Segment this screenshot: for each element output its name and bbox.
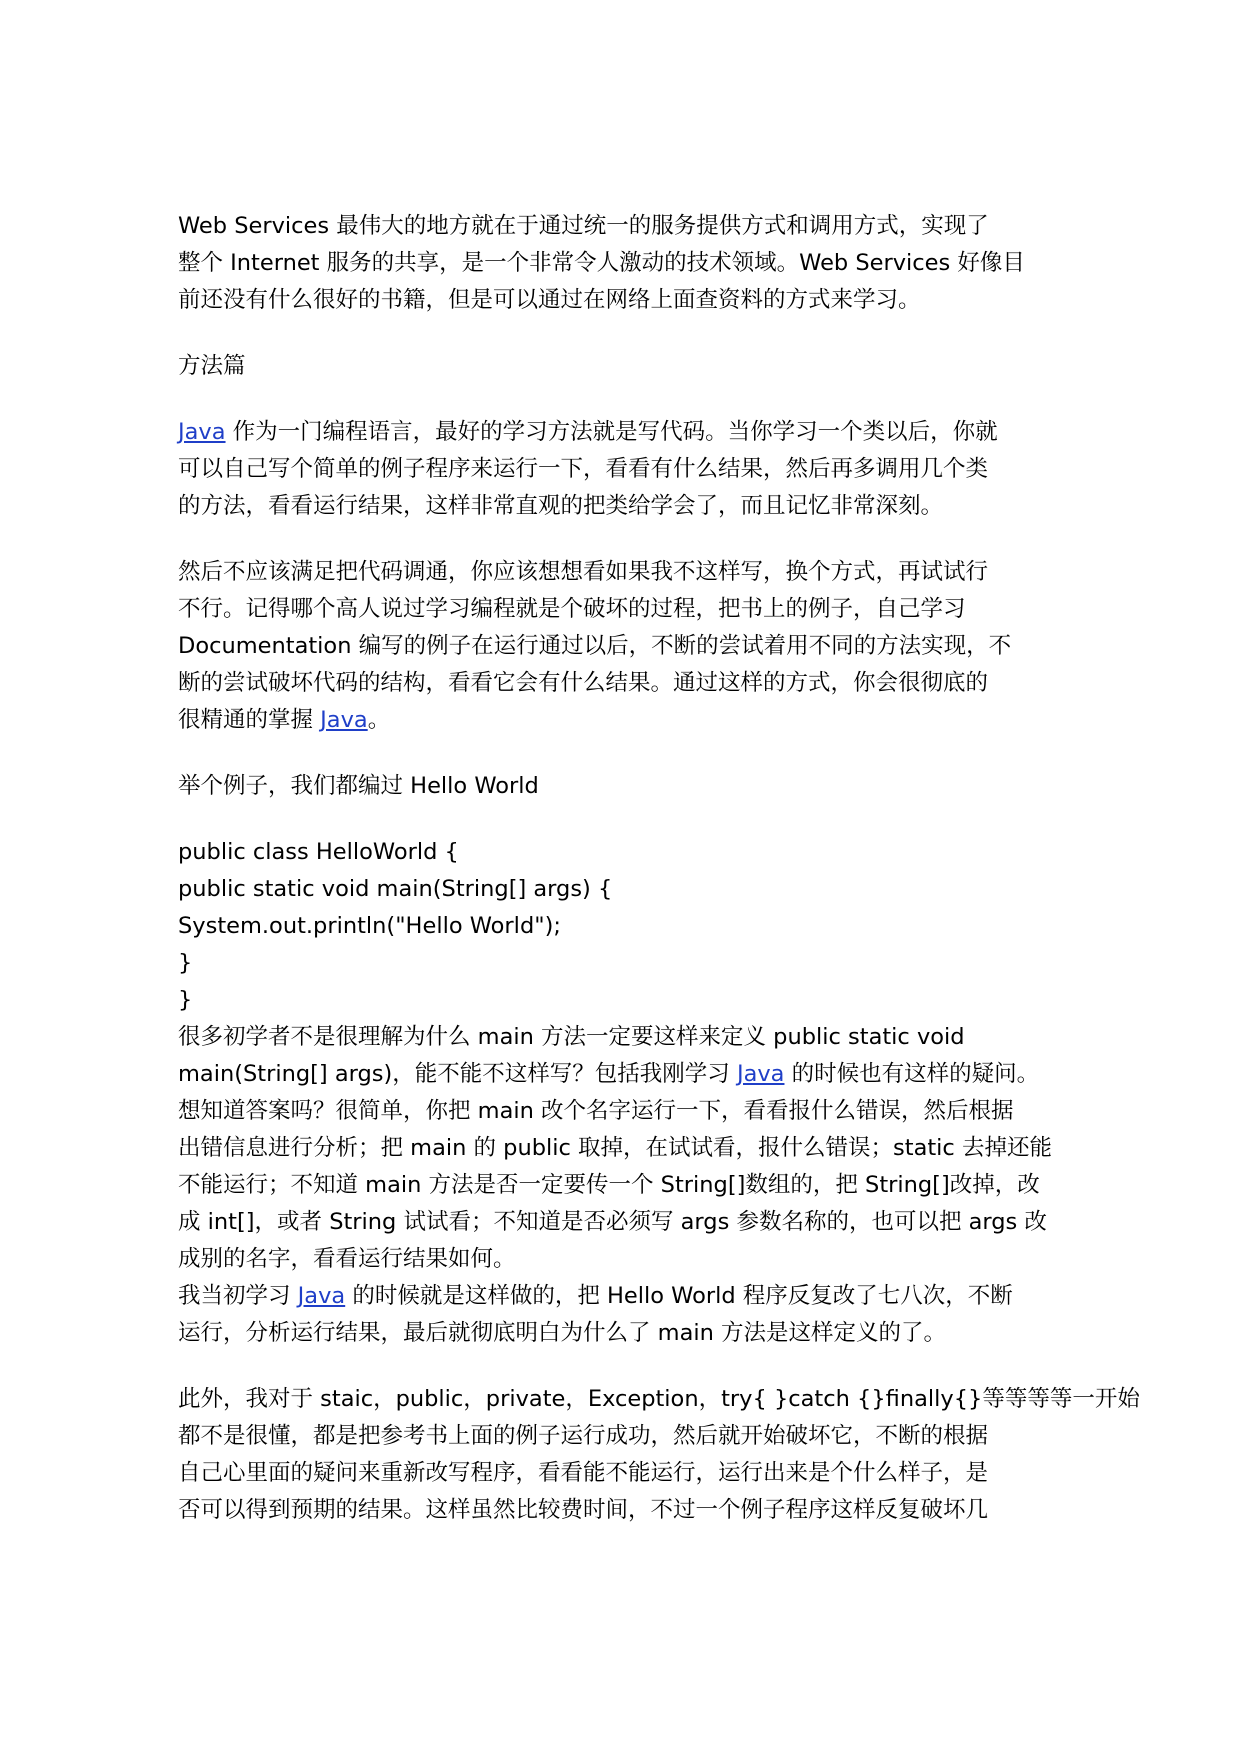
paragraph-line: 前还没有什么很好的书籍，但是可以通过在网络上面查资料的方式来学习。 bbox=[178, 287, 921, 313]
paragraph-gap bbox=[178, 385, 1078, 414]
paragraph-line bbox=[178, 1278, 1078, 1315]
text-span: 很精通的掌握 bbox=[178, 707, 321, 733]
paragraph-gap bbox=[178, 1352, 1078, 1381]
paragraph-line: 此外，我对于 staic，public，private，Exception，try{ }catch {}finally{}等等等等一开始 bbox=[178, 1386, 1140, 1412]
java-link[interactable]: Java bbox=[736, 1061, 785, 1087]
paragraph-line: 可以自己写个简单的例子程序来运行一下，看看有什么结果，然后再多调用几个类 bbox=[178, 456, 989, 482]
paragraph-line: 举个例子，我们都编过 Hello World bbox=[178, 773, 539, 799]
code-line: public static void main(String[] args) { bbox=[178, 876, 613, 902]
text-span: 作为一门编程语言，最好的学习方法就是写代码。当你学习一个类以后，你就 bbox=[225, 419, 998, 445]
paragraph-line: 不行。记得哪个高人说过学习编程就是个破坏的过程，把书上的例子，自己学习 bbox=[178, 596, 966, 622]
paragraph-line: 很多初学者不是很理解为什么 main 方法一定要这样来定义 public static void bbox=[178, 1024, 965, 1050]
code-line: System.out.println("Hello World"); bbox=[178, 913, 561, 939]
paragraph-line: 想知道答案吗？很简单，你把 main 改个名字运行一下，看看报什么错误，然后根据 bbox=[178, 1098, 1014, 1124]
paragraph-line: 断的尝试破坏代码的结构，看看它会有什么结果。通过这样的方式，你会很彻底的 bbox=[178, 670, 989, 696]
document-body bbox=[178, 208, 1140, 1529]
text-span: 我当初学习 bbox=[178, 1283, 298, 1309]
paragraph-line: 运行，分析运行结果，最后就彻底明白为什么了 main 方法是这样定义的了。 bbox=[178, 1320, 947, 1346]
paragraph-line: Web Services 最伟大的地方就在于通过统一的服务提供方式和调用方式，实现了 bbox=[178, 213, 989, 239]
paragraph-line: 成别的名字，看看运行结果如何。 bbox=[178, 1246, 516, 1272]
paragraph-line: 整个 Internet 服务的共享，是一个非常令人激动的技术领域。Web Services 好像目 bbox=[178, 250, 1025, 276]
java-link[interactable]: Java bbox=[297, 1283, 346, 1309]
code-line: } bbox=[178, 987, 193, 1013]
paragraph-line: 的方法，看看运行结果，这样非常直观的把类给学会了，而且记忆非常深刻。 bbox=[178, 493, 944, 519]
paragraph-line bbox=[178, 702, 1078, 739]
paragraph-gap bbox=[178, 525, 1078, 554]
text-span: 。 bbox=[367, 707, 391, 733]
paragraph-line bbox=[178, 414, 1078, 451]
code-line: public class HelloWorld { bbox=[178, 839, 459, 865]
paragraph-line: 出错信息进行分析；把 main 的 public 取掉，在试试看，报什么错误；static 去掉还能 bbox=[178, 1135, 1052, 1161]
code-line: } bbox=[178, 950, 193, 976]
paragraph-line: 都不是很懂，都是把参考书上面的例子运行成功，然后就开始破坏它，不断的根据 bbox=[178, 1423, 989, 1449]
text-span: main(String[] args)，能不能不这样写？包括我刚学习 bbox=[178, 1061, 737, 1087]
text-span: 的时候就是这样做的，把 Hello World 程序反复改了七八次，不断 bbox=[345, 1283, 1013, 1309]
paragraph-line: 自己心里面的疑问来重新改写程序，看看能不能运行，运行出来是个什么样子，是 bbox=[178, 1460, 989, 1486]
paragraph-gap bbox=[178, 805, 1078, 834]
paragraph-line: Documentation 编写的例子在运行通过以后，不断的尝试着用不同的方法实现，不 bbox=[178, 633, 1012, 659]
paragraph-gap bbox=[178, 739, 1078, 768]
paragraph-line: 成 int[]，或者 String 试试看；不知道是否必须写 args 参数名称的，也可以把 args 改 bbox=[178, 1209, 1047, 1235]
text-span: 的时候也有这样的疑问。 bbox=[784, 1061, 1040, 1087]
paragraph-gap bbox=[178, 319, 1078, 348]
paragraph-line: 否可以得到预期的结果。这样虽然比较费时间，不过一个例子程序这样反复破坏几 bbox=[178, 1497, 989, 1523]
java-link[interactable]: Java bbox=[320, 707, 368, 733]
paragraph-line: 然后不应该满足把代码调通，你应该想想看如果我不这样写，换个方式，再试试行 bbox=[178, 559, 989, 585]
paragraph-line bbox=[178, 1056, 1078, 1093]
java-link[interactable]: Java bbox=[178, 419, 226, 445]
section-heading: 方法篇 bbox=[178, 353, 246, 379]
paragraph-line: 不能运行；不知道 main 方法是否一定要传一个 String[]数组的，把 String[]改掉，改 bbox=[178, 1172, 1040, 1198]
